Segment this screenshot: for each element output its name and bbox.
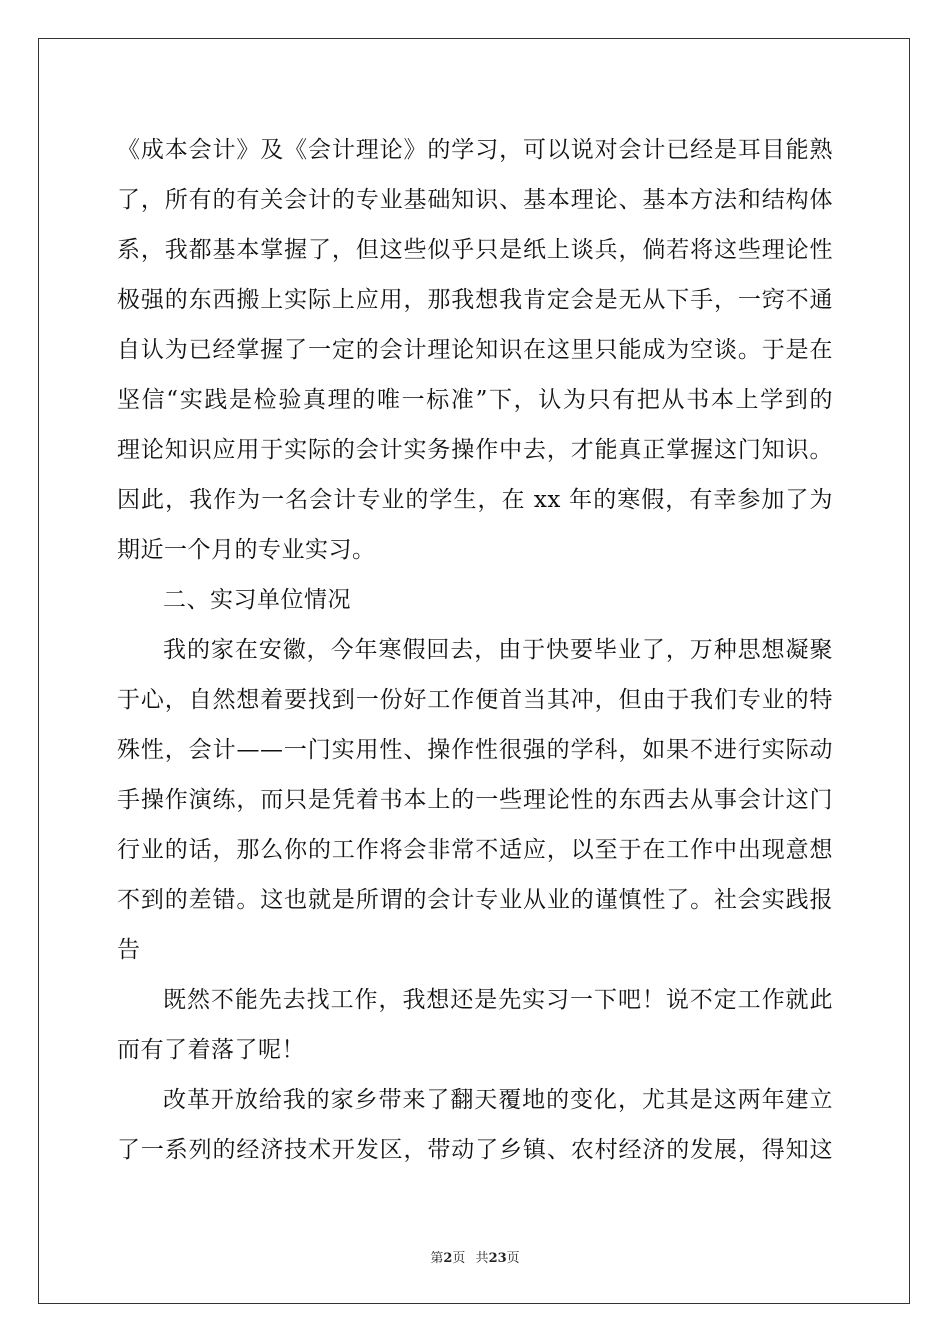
text-line: 手操作演练，而只是凭着书本上的一些理论性的东西去从事会计这门 (117, 787, 833, 813)
page-number-label: 第2页 (430, 1251, 466, 1266)
text-line: 告 (117, 937, 141, 963)
text-line: 期近一个月的专业实习。 (117, 537, 376, 563)
text-line: 坚信“实践是检验真理的唯一标准”下，认为只有把从书本上学到的 (117, 387, 833, 413)
text-line: 既然不能先去找工作，我想还是先实习一下吧！说不定工作就此 (163, 987, 833, 1013)
text-line: 行业的话，那么你的工作将会非常不适应，以至于在工作中出现意想 (117, 837, 833, 863)
text-line: 因此，我作为一名会计专业的学生，在 xx 年的寒假，有幸参加了为 (117, 487, 833, 513)
text-line: 《成本会计》及《会计理论》的学习，可以说对会计已经是耳目能熟 (117, 137, 833, 163)
text-line: 理论知识应用于实际的会计实务操作中去，才能真正掌握这门知识。 (117, 437, 833, 463)
page-footer (0, 1247, 950, 1266)
text-line: 于心，自然想着要找到一份好工作便首当其冲，但由于我们专业的特 (117, 687, 833, 713)
text-line: 而有了着落了呢！ (117, 1037, 305, 1063)
text-line: 了，所有的有关会计的专业基础知识、基本理论、基本方法和结构体 (117, 187, 833, 213)
text-line: 了一系列的经济技术开发区，带动了乡镇、农村经济的发展，得知这 (117, 1137, 833, 1163)
text-line: 自认为已经掌握了一定的会计理论知识在这里只能成为空谈。于是在 (117, 337, 833, 363)
text-line: 极强的东西搬上实际上应用，那我想我肯定会是无从下手，一窍不通 (117, 287, 833, 313)
text-line: 系，我都基本掌握了，但这些似乎只是纸上谈兵，倘若将这些理论性 (117, 237, 833, 263)
section-heading: 二、实习单位情况 (163, 587, 351, 613)
text-line: 我的家在安徽，今年寒假回去，由于快要毕业了，万种思想凝聚 (163, 637, 833, 663)
total-pages-label: 共23页 (475, 1251, 520, 1266)
text-line: 殊性，会计——一门实用性、操作性很强的学科，如果不进行实际动 (117, 737, 833, 763)
text-line: 不到的差错。这也就是所谓的会计专业从业的谨慎性了。社会实践报 (117, 887, 833, 913)
text-line: 改革开放给我的家乡带来了翻天覆地的变化，尤其是这两年建立 (163, 1087, 833, 1113)
